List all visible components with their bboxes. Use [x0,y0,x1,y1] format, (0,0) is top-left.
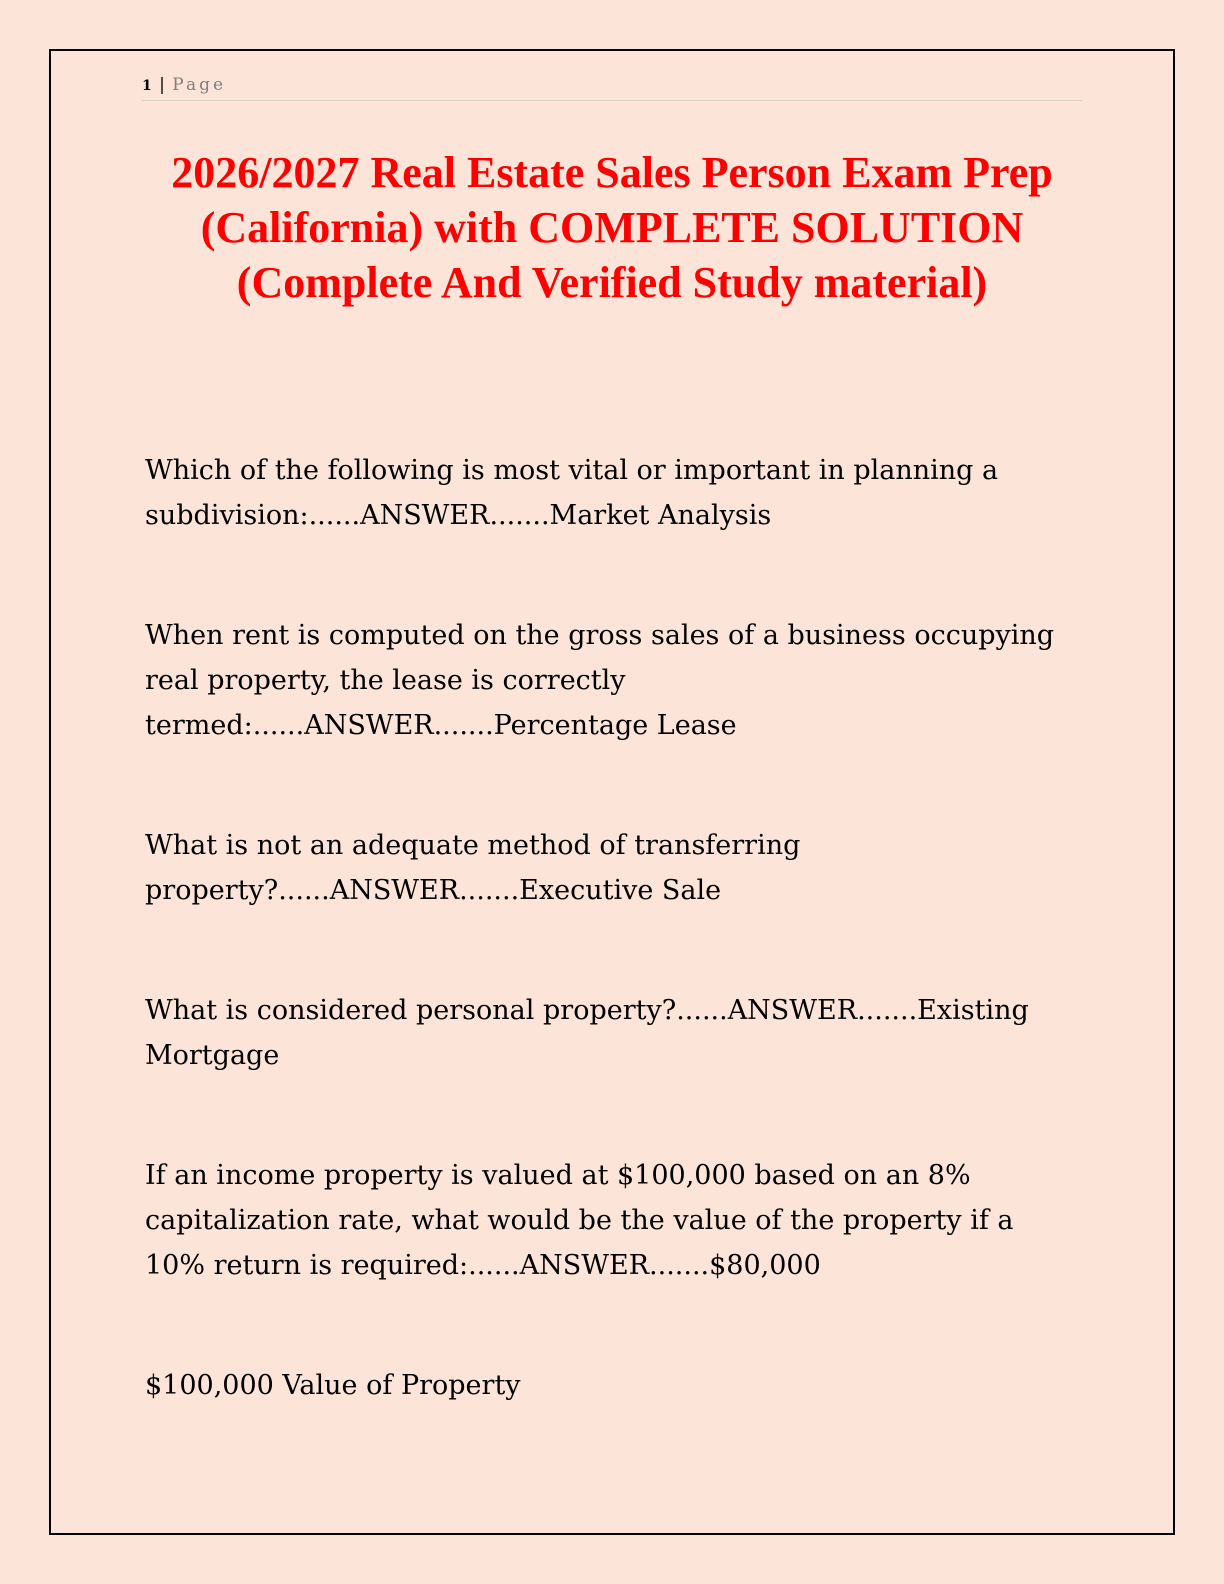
qa-entry-2: When rent is computed on the gross sales of a business occupying real property, the lease is correctly termed:......ANSWER.......Percentage Lease [145,620,1055,741]
qa-entry-5: If an income property is valued at $100,000 based on an 8% capitalization rate, what would be the value of the property if a 10% return is required:......ANSWER.......$80,000 [145,1160,1014,1281]
qa-entry-6: $100,000 Value of Property [145,1370,521,1401]
qa-entry-1: Which of the following is most vital or important in planning a subdivision:......ANSWER.......Market Analysis [145,455,999,531]
header-separator: | [159,75,165,95]
page-header [142,74,1082,101]
qa-entry-3: What is not an adequate method of transferring property?......ANSWER.......Executive Sale [145,830,801,906]
page-number: 1 [142,78,152,94]
page-label: Page [172,75,227,95]
document-title: 2026/2027 Real Estate Sales Person Exam Prep (California) with COMPLETE SOLUTION (Complete And Verified Study material) [171,148,1053,307]
qa-entry-4: What is considered personal property?......ANSWER.......Existing Mortgage [145,995,1029,1071]
